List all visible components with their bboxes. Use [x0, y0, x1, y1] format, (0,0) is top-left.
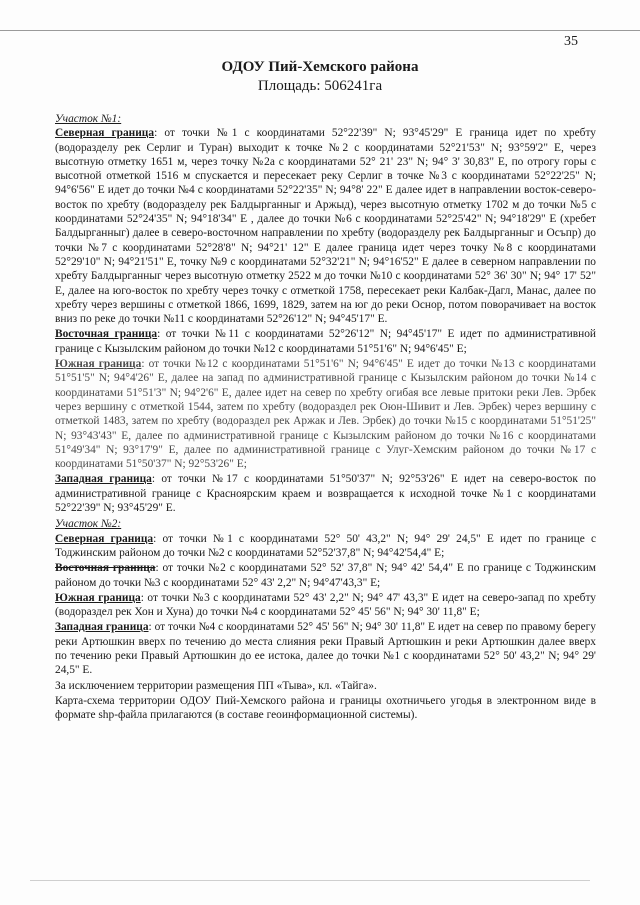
north-border-text: : от точки №1 с координатами 52° 50' 43,2" N; 94° 29' 24,5" Е идет по границе с Тоджинским районом до точки №2 с координатами 52°52'37,8" N; 94°42'54,4" Е; [55, 532, 596, 559]
south-border-2 [55, 591, 596, 620]
area-line: Площадь: 506241га [257, 78, 383, 94]
scan-edge-top [0, 30, 640, 31]
south-border-1 [55, 357, 596, 471]
east-border-text: : от точки №11 с координатами 52°26'12" N; 94°45'17" Е идет по административной границе с Кызылским районом до точки №12 с координатами 51°51'6" N; 94°6'45" Е; [55, 328, 596, 355]
east-border-label: Восточная граница [55, 562, 156, 575]
south-border-label: Южная граница [55, 358, 142, 371]
west-border-1 [55, 472, 596, 515]
document-title: ОДОУ Пий-Хемского района [221, 59, 419, 75]
north-border-label: Северная граница [55, 127, 155, 140]
west-border-text: : от точки №4 с координатами 52° 45' 56" N; 94° 30' 11,8" Е идет на север по правому берегу реки Артюшкин вверх по течению до места слияния реки Правый Артюшкин и реки Артюшкин далее вверх по течению реки Правый Артюшкин до ее истока, далее до точки №1 с координатами 52° 50' 43,2" N; 94° 29' 24,5" Е. [55, 621, 597, 677]
north-border-label: Северная граница [55, 532, 154, 545]
scan-edge-bottom [30, 880, 590, 881]
north-border-1 [55, 126, 596, 326]
south-border-label: Южная граница [55, 591, 141, 604]
west-border-2 [55, 620, 596, 677]
east-border-label: Восточная граница [55, 328, 158, 341]
map-attachment-note: Карта-схема территории ОДОУ Пий-Хемского района и границы охотничьего угодья в электронном виде в формате shp-файла прилагаются (в составе геоинформационной системы). [55, 694, 596, 722]
west-border-label: Западная граница [55, 621, 149, 634]
section-heading-1: Участок №1: [55, 113, 122, 125]
document-header [0, 58, 640, 96]
west-border-label: Западная граница [55, 473, 152, 486]
section-heading-2: Участок №2: [55, 518, 122, 531]
exclusion-note: За исключением территории размещения ПП «Тыва», кл. «Тайга». [55, 679, 377, 692]
page-number: 35 [564, 34, 578, 49]
north-border-2 [55, 532, 596, 561]
south-border-text: : от точки №3 с координатами 52° 43' 2,2" N; 94° 47' 43,3" Е идет на северо-запад по хребту (водораздел рек Хон и Хуна) до точки №4 с координатами 52° 45' 56" N; 94° 30' 11,8" Е; [55, 591, 596, 619]
east-border-1 [55, 327, 596, 356]
east-border-text: : от точки №2 с координатами 52° 52' 37,8" N; 94° 42' 54,4" Е по границе с Тоджинским районом до точки №3 с координатами 52° 43' 2,2" N; 94°47'43,3" Е; [55, 562, 596, 589]
north-border-text: : от точки №1 с координатами 52°22'39" N; 93°45'29" Е граница идет по хребту (водоразделу рек Серлиг и Туран) выходит к точке №2 с координатами 52°21'53" N; 93°59'2" Е, через высотную отметку 1651 м, через точку №2а с координатами 52° 21' 23" N; 94° 3' 30,83" Е, по отрогу горы с высотной отметкой 1516 м спускается и пересекает реку Серлиг в точке №3 с координатами 52°22'25" N; 94°6'56" Е идет до точки №4 с координатами 52°22'35" N; 94°8' 22" Е далее идет в направлении восток-северо-восток по хребту (водоразделу рек Балдырганныг и Аржыд), через высотную отметку 1702 м до точки №5 с координатами 52°24'35" N; 94°18'34" Е , далее до точки №6 с координатами 52°25'42" N; 94°18'29" Е (хребет Балдырганныг) далее в северо-восточном направлении по хребту (водоразделу рек Балдырганныг и Осъпр) до точки №7 с координатами 52°28'8" N; 94°21' 12" Е далее граница идет через точку №8 с координатами 52°29'10" N; 94°21'51" Е, точку №9 с координатами 52°32'21" N; 94°16'52" Е далее в северном направлении по хребту Балдырганныг через высотную отметку 2522 м до точки №10 с координатами 52° 36' 30" N; 94° 17' 52" Е, далее на юго-восток по хребту через точку с отметкой 1758, пересекает реки Калбак-Дагл, Манас, далее по хребту через вершины с отметкой 1866, 1699, 1829, затем на юг до реки Оснор, потом поворачивает на восток вниз по реке до точки №11 с координатами 52°26'12" N; 94°45'17" Е. [55, 127, 596, 326]
west-border-text: : от точки №17 с координатами 51°50'37" N; 92°53'26" Е идет на северо-восток по административной границе с Красноярским краем и возвращается к исходной точке №1 с координатами 52°22'39" N; 93°45'29" Е. [55, 473, 596, 515]
south-border-text: : от точки №12 с координатами 51°51'6" N; 94°6'45" Е идет до точки №13 с координатами 51°51'5" N; 94°4'26" Е, далее на запад по административной границе с Кызылским районом до точки №14 с координатами 51°51'3" N; 94°2'6" Е, далее идет на север по хребту огибая все левые притоки реки Лев. Эрбек через вершину с отметкой 1544, затем по хребту (водораздел рек Оюн-Шивит и Лев. Эрбек) через вершину с отметкой 1483, затем по хребту (водораздел рек Аржак и Лев. Эрбек) до точки №15 с координатами 51°51'25" N; 93°43'43" Е, далее по административной границе с Кызылским районом до точки №16 с координатами 51°49'34" N; 93°17'9" Е, далее по административной границе с Улуг-Хемским районом до точки №17 с координатами 51°50'37" N; 92°53'26" Е; [55, 358, 596, 471]
document-body [55, 110, 596, 723]
east-border-2 [55, 561, 596, 590]
